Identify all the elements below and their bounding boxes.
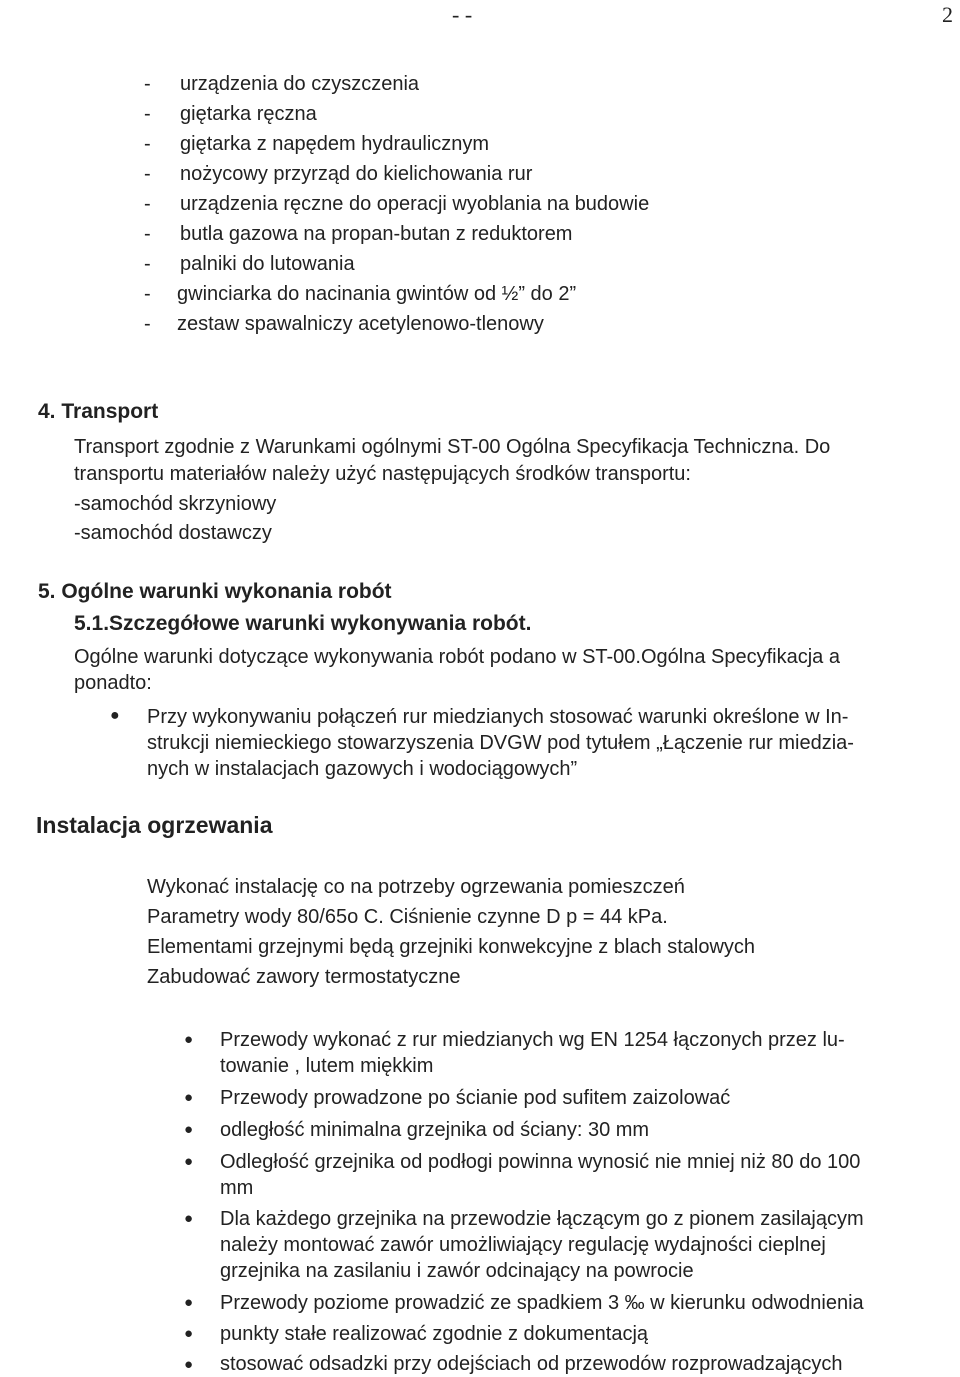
section-5-bullet-line: nych w instalacjach gazowych i wodociągowych”: [147, 758, 578, 780]
list-item: - butla gazowa na propan-butan z reduktorem: [144, 223, 573, 245]
heating-line: Zabudować zawory termostatyczne: [147, 966, 461, 988]
heating-bullet-line: Przewody poziome prowadzić ze spadkiem 3 ‰ w kierunku odwodnienia: [220, 1292, 864, 1314]
bullet-icon: ●: [184, 1356, 194, 1373]
heating-bullet-line: Przewody wykonać z rur miedzianych wg EN 1254 łączonych przez lu-: [220, 1029, 845, 1051]
bullet-icon: ●: [184, 1294, 194, 1311]
heating-bullet-line: punkty stałe realizować zgodnie z dokumentacją: [220, 1323, 649, 1345]
section-4-line: -samochód skrzyniowy: [74, 493, 277, 515]
bullet-icon: ●: [110, 707, 120, 724]
bullet-icon: ●: [184, 1325, 194, 1342]
section-5-bullet-line: Przy wykonywaniu połączeń rur miedzianych stosować warunki określone w In-: [147, 706, 849, 728]
section-5-bullet-line: strukcji niemieckiego stowarzyszenia DVGW pod tytułem „Łączenie rur miedzia-: [147, 732, 854, 754]
bullet-icon: ●: [184, 1153, 194, 1170]
section-4-line: Transport zgodnie z Warunkami ogólnymi ST-00 Ogólna Specyfikacja Techniczna. Do: [74, 436, 831, 458]
page-number: 2: [942, 2, 953, 27]
heating-line: Wykonać instalację co na potrzeby ogrzewania pomieszczeń: [147, 876, 685, 898]
heating-bullet-line: mm: [220, 1177, 254, 1199]
list-item: - zestaw spawalniczy acetylenowo-tlenowy: [144, 313, 544, 335]
list-item: - giętarka ręczna: [144, 103, 317, 125]
list-item: - urządzenia ręczne do operacji wyoblania na budowie: [144, 193, 650, 215]
section-4-heading: 4. Transport: [38, 400, 159, 423]
heating-bullet-line: towanie , lutem miękkim: [220, 1055, 434, 1077]
list-item: - urządzenia do czyszczenia: [144, 73, 420, 95]
list-item: - nożycowy przyrząd do kielichowania rur: [144, 163, 533, 185]
heating-line: Elementami grzejnymi będą grzejniki konwekcyjne z blach stalowych: [147, 936, 756, 958]
heating-bullet-line: Przewody prowadzone po ścianie pod sufitem zaizolować: [220, 1087, 731, 1109]
section-5-line: Ogólne warunki dotyczące wykonywania robót podano w ST-00.Ogólna Specyfikacja a: [74, 646, 840, 668]
heating-bullet-line: grzejnika na zasilaniu i zawór odcinający na powrocie: [220, 1260, 694, 1282]
heating-bullet-line: Dla każdego grzejnika na przewodzie łączącym go z pionem zasilającym: [220, 1208, 864, 1230]
list-item: - palniki do lutowania: [144, 253, 355, 275]
bullet-icon: ●: [184, 1089, 194, 1106]
heating-bullet-line: Odległość grzejnika od podłogi powinna wynosić nie mniej niż 80 do 100: [220, 1151, 861, 1173]
bullet-icon: ●: [184, 1031, 194, 1048]
heating-line: Parametry wody 80/65o C. Ciśnienie czynne D p = 44 kPa.: [147, 906, 668, 928]
section-4-line: transportu materiałów należy użyć następujących środków transportu:: [74, 463, 691, 485]
list-item: - gwinciarka do nacinania gwintów od ½” do 2”: [144, 283, 577, 305]
header-dashes: - -: [452, 2, 473, 27]
heating-bullet-line: należy montować zawór umożliwiający regulację wydajności cieplnej: [220, 1234, 826, 1256]
list-item: - giętarka z napędem hydraulicznym: [144, 133, 490, 155]
section-5-heading: 5. Ogólne warunki wykonania robót: [38, 580, 392, 603]
bullet-icon: ●: [184, 1121, 194, 1138]
heating-heading: Instalacja ogrzewania: [36, 812, 273, 838]
section-4-line: -samochód dostawczy: [74, 522, 272, 544]
section-5-line: ponadto:: [74, 672, 152, 694]
heating-bullet-line: stosować odsadzki przy odejściach od przewodów rozprowadzających: [220, 1353, 843, 1375]
section-5-1-heading: 5.1.Szczegółowe warunki wykonywania robót.: [74, 612, 532, 635]
heating-bullet-line: odległość minimalna grzejnika od ściany: 30 mm: [220, 1119, 650, 1141]
bullet-icon: ●: [184, 1210, 194, 1227]
